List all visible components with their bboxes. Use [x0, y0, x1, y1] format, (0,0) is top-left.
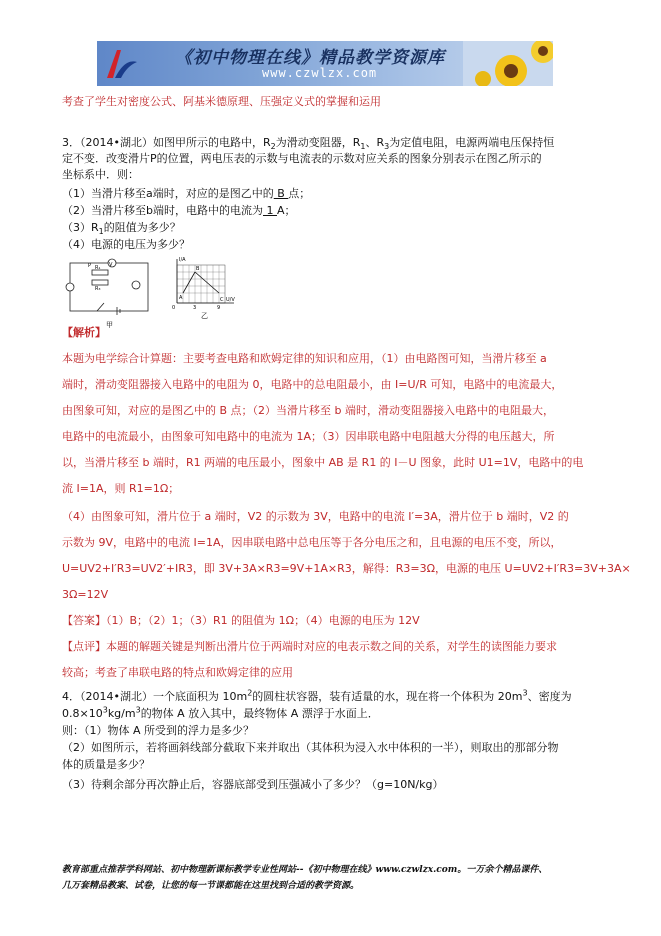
q4-line-1: 4．（2014•湖北）一个底面积为 $10m^2$的圆柱状容器，装有适量的水，现在将一个体积为 $20m^3$、密度为 [62, 688, 572, 703]
r3-label: R₃ [95, 286, 101, 292]
q4-line-6: （3）待剩余部分再次静止后，容器底部受到压强减小了多少？（g=10N/kg） [62, 778, 444, 791]
analysis-p1-line: 流 I=1A，则 R1=1Ω； [62, 482, 180, 495]
intro-line: 考查了学生对密度公式、阿基米德原理、压强定义式的掌握和运用 [62, 95, 381, 108]
analysis-p1-line: 本题为电学综合计算题：主要考查电路和欧姆定律的知识和应用，（1）由电路图可知，当滑片移至 a [62, 352, 547, 365]
q3-sub-2: （2）当滑片移至b端时，电路中的电流为 1 A； [62, 204, 296, 217]
tick-3: 3 [193, 305, 197, 311]
voltmeter-label: V [109, 262, 113, 268]
caption-yi: 乙 [201, 312, 208, 320]
analysis-p1-line: 端时，滑动变阻器接入电路中的电阻为 0，电路中的总电阻最小，由 I=U/R 可知，电路中的电流最大， [62, 378, 563, 391]
q3-sub-1: （1）当滑片移至a端时，对应的是图乙中的 B 点； [62, 187, 311, 200]
q4-line-3: 则：（1）物体 A 所受到的浮力是多少？ [62, 724, 255, 737]
slider-label: P [88, 263, 92, 269]
point-b: B [196, 266, 200, 272]
analysis-p1-line: 以，当滑片移至 b 端时，R1 两端的电压最小，图象中 AB 是 R1 的 I－U 图象，此时 U1=1V，电路中的电 [62, 456, 584, 469]
analysis-p2-line: 示数为 9V，电路中的电流 I=1A，因串联电路中总电压等于各分电压之和，且电源的电压不变，所以， [62, 536, 562, 549]
answer-line: 【答案】（1）B；（2）1；（3）R1 的阻值为 1Ω；（4）电源的电压为 12V [62, 614, 420, 627]
sunflower-icon [463, 41, 553, 86]
comment-line-1: 【点评】本题的解题关键是判断出滑片位于两端时对应的电表示数之间的关系，对学生的读图能力要求 [62, 640, 557, 653]
graph-ylabel: I/A [179, 257, 186, 263]
caption-jia: 甲 [106, 321, 113, 329]
point-c: C [220, 297, 224, 303]
q3-line-3: 坐标系中．则： [62, 168, 139, 181]
analysis-p2-line: （4）由图象可知，滑片位于 a 端时，V2 的示数为 3V，电路中的电流 I′=3A，滑片位于 b 端时，V2 的 [62, 510, 569, 523]
q4-line-4: （2）如图所示，若将画斜线部分截取下来并取出（其体积为浸入水中体积的一半），则取出的那部分物 [62, 741, 559, 754]
comment-line-2: 较高；考查了串联电路的特点和欧姆定律的应用 [62, 666, 293, 679]
q3-sub-3: $(3)R_1$的阻值为多少？ [62, 221, 181, 237]
q4-line-5: 体的质量是多少？ [62, 758, 150, 771]
analysis-p1-line: 由图象可知，对应的是图乙中的 B 点；（2）当滑片移至 b 端时，滑动变阻器接入电路中的电阻最大， [62, 404, 555, 417]
banner-url[interactable]: www.czwlzx.com [262, 66, 378, 80]
analysis-heading: 【解析】 [62, 326, 106, 339]
tick-0: 0 [172, 305, 176, 311]
logo-icon [101, 44, 141, 84]
r1-label: R₁ [95, 265, 101, 271]
analysis-p1-line: 电路中的电流最小，由图象可知电路中的电流为 1A；（3）因串联电路中电阻越大分得的电压越大，所 [62, 430, 555, 443]
point-a: A [179, 295, 183, 301]
analysis-p2-line: 3Ω=12V [62, 588, 109, 601]
q3-line-1: 3．（2014•湖北）如图甲所示的电路中，$R_2$为滑动变阻器，$R_1$、$R_3$为定值电阻，电源两端电压保持恒 [62, 136, 555, 152]
footer-line-2: 几万套精品教案、试卷，让您的每一节课都能在这里找到合适的教学资源。 [62, 881, 360, 891]
footer-line-1: 教育部重点推荐学科网站、初中物理新课标教学专业性网站--《初中物理在线》www.czwlzx.com。一万余个精品课件、 [62, 865, 548, 875]
q4-line-2: $0.8\times 10^3kg/m^3$的物体 A 放入其中，最终物体 A 漂浮于水面上． [62, 705, 379, 720]
analysis-p2-line: U=UV2+I′R3=UV2′+IR3，即 3V+3A×R3=9V+1A×R3，解得：R3=3Ω，电源的电压 U=UV2+I′R3=3V+3A× [62, 562, 631, 575]
graph-xlabel: U/V [226, 297, 235, 303]
banner-title: 《初中物理在线》精品教学资源库 [175, 48, 445, 68]
q3-line-2: 定不变．改变滑片P的位置，两电压表的示数与电流表的示数对应关系的图象分别表示在图乙所示的 [62, 152, 542, 165]
header-banner [97, 41, 553, 86]
circuit-diagram [66, 259, 148, 315]
tick-9: 9 [217, 305, 221, 311]
circuit-and-graph-figure [62, 255, 272, 335]
q3-sub-4: （4）电源的电压为多少？ [62, 238, 190, 251]
